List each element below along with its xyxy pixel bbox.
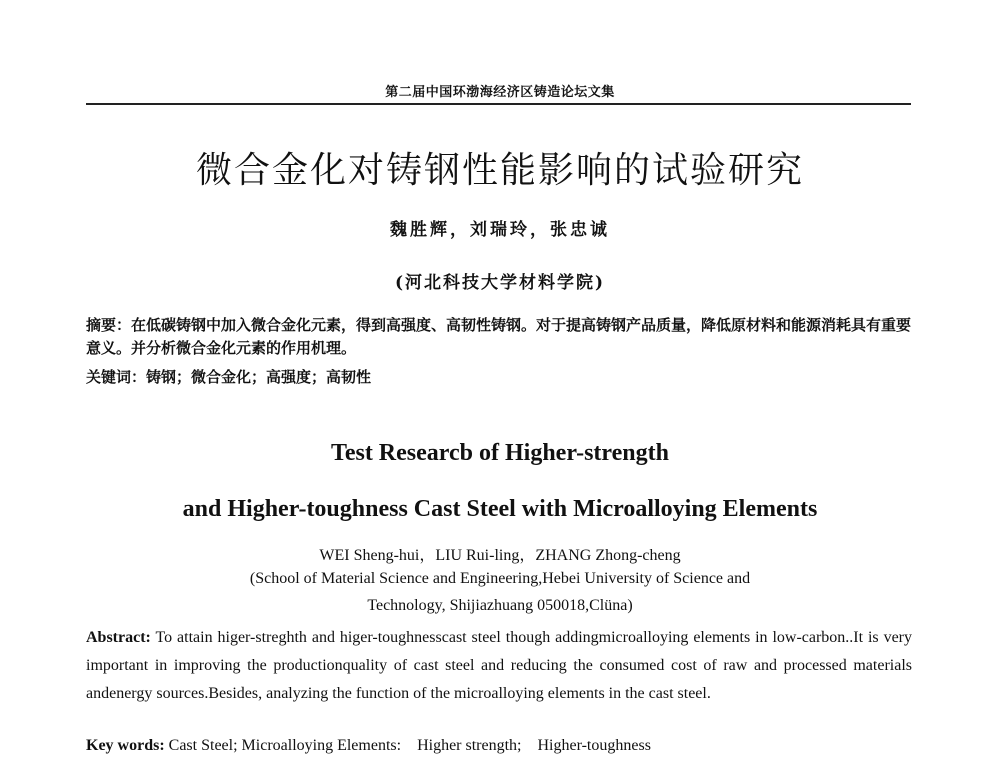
chinese-keywords-label: 关键词： <box>86 368 147 386</box>
english-keywords <box>86 736 912 756</box>
english-title-line-1: Test Researcb of Higher-strength <box>331 440 669 466</box>
chinese-keywords-text: 铸钢；微合金化；高强度；高韧性 <box>146 368 372 386</box>
chinese-abstract-text: 在低碳铸钢中加入微合金化元素，得到高强度、高韧性铸钢。对于提高铸钢产品质量，降低原材料和能源消耗具有重要意义。并分析微合金化元素的作用机理。 <box>86 316 912 357</box>
english-keywords-text: Cast Steel; Microalloying Elements: Higher strength; Higher-toughness <box>164 737 651 754</box>
chinese-affiliation: (河北科技大学材料学院) <box>394 273 606 293</box>
english-affiliation-line-1: (School of Material Science and Engineering,Hebei University of Science and <box>249 570 751 587</box>
chinese-title: 微合金化对铸钢性能影响的试验研究 <box>195 150 804 191</box>
header-rule <box>86 103 911 105</box>
chinese-abstract <box>86 314 921 360</box>
english-abstract-label: Abstract: <box>86 629 151 646</box>
english-authors: WEI Sheng-hui，LIU Rui-ling，ZHANG Zhong-cheng <box>319 547 681 564</box>
running-header: 第二届中国环渤海经济区铸造论坛文集 <box>385 85 615 100</box>
chinese-authors: 魏胜辉，刘瑞玲，张忠诚 <box>390 220 610 240</box>
chinese-keywords <box>86 366 921 389</box>
english-keywords-label: Key words: <box>86 737 165 754</box>
chinese-abstract-label: 摘要： <box>86 316 132 334</box>
english-abstract <box>86 624 912 708</box>
english-abstract-text: To attain higer-streghth and higer-toughnesscast steel though addingmicroalloying elements in low-carbon..It is very important in improving the productionquality of cast steel and reducing the consumed cost of raw and processed materials andenergy sources.Besides, analyzing the function of the microalloying elements in the cast steel. <box>86 629 912 702</box>
english-affiliation-line-2: Technology, Shijiazhuang 050018,Clüna) <box>367 597 633 614</box>
english-title-line-2: and Higher-toughness Cast Steel with Microalloying Elements <box>182 496 818 522</box>
